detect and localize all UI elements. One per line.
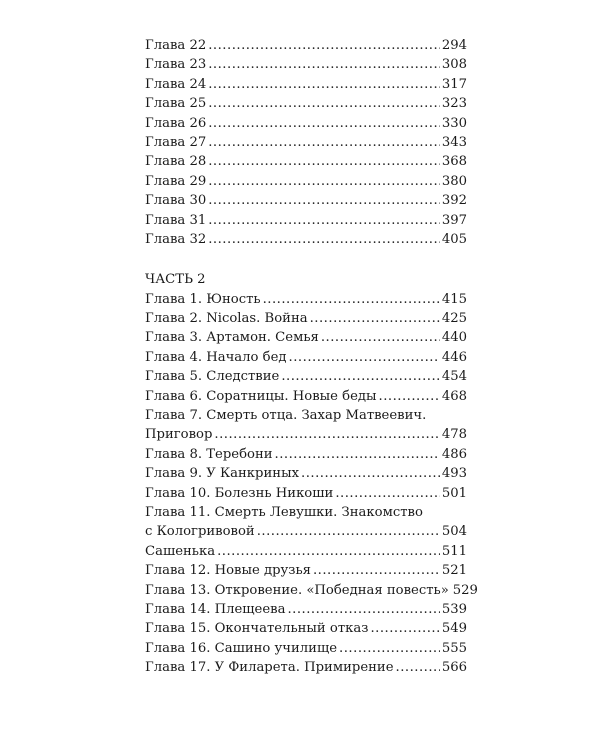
toc-entry-label: Глава 22 [145,38,207,53]
toc-dot-leader [208,211,440,230]
toc-entry-label: Сашенька [145,543,216,559]
toc-entry-page-number: 380 [441,173,467,189]
toc-entry-page-number: 397 [441,212,467,228]
toc-entry-page-number: 486 [441,446,467,462]
toc-entry-page-number: 549 [441,621,467,637]
toc-entry-label: Глава 23 [145,57,207,73]
toc-entry [145,425,467,444]
toc-entry-label: Глава 16. Сашино училище [145,640,338,656]
toc-dot-leader [287,600,439,619]
toc-entry [145,172,467,191]
toc-dot-leader [208,114,440,133]
toc-entry-page-number: 446 [441,349,467,365]
toc-entry [145,600,467,619]
toc-entry [145,445,467,464]
part2-title: ЧАСТЬ 2 [145,272,206,288]
toc-entry-page-number: 468 [441,388,467,404]
toc-entry-page-number: 454 [441,369,467,385]
toc-entry-label: Глава 15. Окончательный отказ [145,621,369,637]
toc-entry-page-number: 521 [441,563,467,579]
toc-dot-leader [263,290,440,309]
toc-entry-label: Глава 2. Nicolas. Война [145,311,308,327]
toc-entry [145,191,467,210]
toc-entry [145,484,467,503]
toc-entry-page-number: 440 [441,330,467,346]
toc-dot-leader [313,561,440,580]
toc-entry [145,94,467,113]
toc-entry-page-number: 501 [441,485,467,501]
toc-entry-label: Глава 14. Плещеева [145,601,286,617]
toc-entry-page-number: 493 [441,466,467,482]
toc-entry-label: Глава 30 [145,193,207,209]
toc-entry-label: Глава 6. Соратницы. Новые беды [145,388,377,404]
toc-entry [145,211,467,230]
toc-entry-page-number: 392 [441,193,467,209]
toc-entry-page-number: 323 [441,96,467,112]
toc-entry-label: Глава 1. Юность [145,291,261,307]
toc-entry-page-number: 368 [441,154,467,170]
toc-dot-leader [396,658,440,677]
toc-dot-leader [370,619,439,638]
toc-entry [145,348,467,367]
toc-dot-leader [208,36,440,55]
toc-entry [145,464,467,483]
toc-entry-label: Глава 29 [145,173,207,189]
toc-dot-leader [301,464,440,483]
part1-entries [145,36,467,249]
toc-entry-label: Глава 27 [145,134,207,150]
toc-entry [145,75,467,94]
toc-entry-label: Глава 24 [145,76,207,92]
toc-entry [145,561,467,580]
toc-entry-label: Глава 12. Новые друзья [145,563,311,579]
toc-entry [145,406,467,425]
toc-entry-label: Глава 28 [145,154,207,170]
toc-entry-page-number: 504 [441,524,467,540]
toc-dot-leader [208,133,440,152]
toc-dot-leader [208,55,440,74]
toc-entry [145,133,467,152]
toc-entry-page-number: 425 [441,311,467,327]
toc-entry-label: Глава 5. Следствие [145,369,280,385]
toc-entry-page-number: 294 [441,38,467,53]
toc-dot-leader [208,75,440,94]
toc-entry-label: Глава 10. Болезнь Никоши [145,485,334,501]
toc-entry-label: Глава 4. Начало бед [145,349,287,365]
toc-dot-leader [339,639,440,658]
toc-entry-page-number: 330 [441,115,467,131]
toc-dot-leader [257,522,440,541]
toc-entry-page-number: 478 [441,427,467,443]
toc-entry [145,36,467,55]
toc-entry [145,522,467,541]
toc-entry [145,230,467,249]
toc-entry-label: Глава 11. Смерть Левушки. Знакомство [145,504,423,520]
toc-dot-leader [208,172,440,191]
toc-entry [145,367,467,386]
toc-entry-label: Глава 26 [145,115,207,131]
toc-dot-leader [310,309,440,328]
toc-entry-label: Глава 17. У Филарета. Примирение [145,660,394,676]
toc-dot-leader [214,425,439,444]
toc-entry-label: с Кологривовой [145,524,255,540]
toc-dot-leader [208,230,440,249]
toc-entry [145,152,467,171]
toc-entry [145,619,467,638]
toc-entry-page-number: 566 [441,660,467,676]
toc-entry [145,55,467,74]
toc-dot-leader [208,152,440,171]
toc-entry-label: Глава 32 [145,231,207,247]
toc-entry-page-number: 555 [441,640,467,656]
toc-entry-page-number: 317 [441,76,467,92]
toc-dot-leader [379,387,440,406]
toc-entry-page-number: 529 [452,582,478,598]
toc-entry [145,542,467,561]
toc-entry-label: Приговор [145,427,213,443]
toc-entry-page-number: 511 [441,543,467,559]
toc-entry [145,114,467,133]
toc-dot-leader [208,191,440,210]
toc-entry-label: Глава 31 [145,212,207,228]
toc-entry [145,503,467,522]
toc-entry [145,658,467,677]
toc-entry-page-number: 539 [441,601,467,617]
toc-dot-leader [217,542,440,561]
toc-entry [145,387,467,406]
toc-entry-label: Глава 13. Откровение. «Победная повесть» [145,582,449,598]
toc-dot-leader [208,94,440,113]
toc-entry [145,309,467,328]
toc-entry [145,290,467,309]
table-of-contents [145,36,478,678]
toc-entry-label: Глава 8. Теребони [145,446,273,462]
section-spacer [145,249,467,270]
toc-entry-page-number: 308 [441,57,467,73]
toc-dot-leader [275,445,440,464]
toc-entry-label: Глава 9. У Канкриных [145,466,300,482]
toc-entry-page-number: 415 [441,291,467,307]
toc-entry-page-number: 405 [441,231,467,247]
toc-entry-page-number: 343 [441,134,467,150]
part2-entries [145,290,478,678]
toc-entry-label: Глава 3. Артамон. Семья [145,330,319,346]
toc-entry [145,639,467,658]
toc-dot-leader [335,484,440,503]
toc-dot-leader [281,367,440,386]
toc-dot-leader [321,328,440,347]
toc-entry [145,328,467,347]
toc-entry [145,581,478,600]
toc-dot-leader [289,348,440,367]
toc-entry-label: Глава 7. Смерть отца. Захар Матвеевич. [145,408,427,424]
toc-entry-label: Глава 25 [145,96,207,112]
